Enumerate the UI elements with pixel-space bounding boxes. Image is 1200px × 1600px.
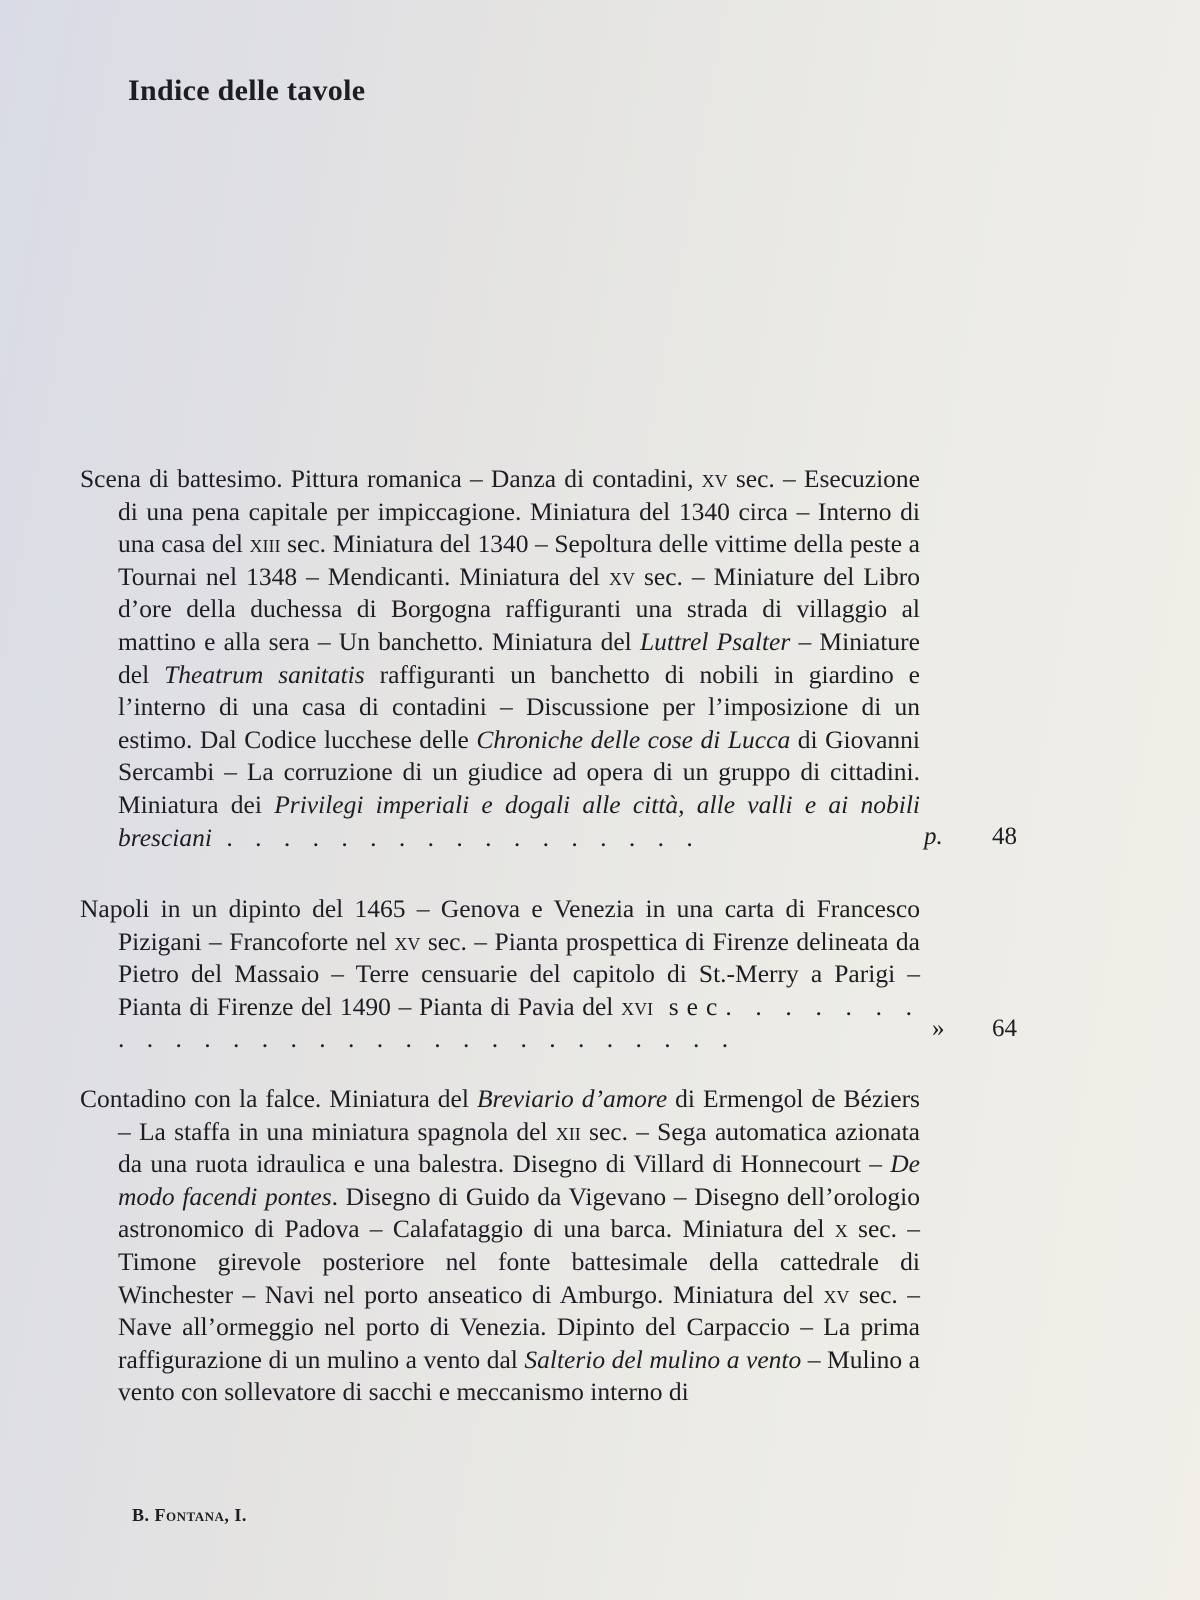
- entry-text: [80, 1083, 920, 1409]
- italic-title-run: Chroniche delle cose di Lucca: [476, 724, 791, 754]
- text-run: xiii: [249, 529, 281, 559]
- text-run: Scena di battesimo. Pittura romanica – Danza di contadini,: [80, 464, 702, 493]
- index-entry: [80, 463, 920, 854]
- text-run: xv: [701, 464, 728, 493]
- dot-leader: . . . . . . . . . . . . . . . . .: [211, 822, 701, 852]
- text-run: raffiguranti un banchetto di nobili in giardino e l’interno di una casa di contadini – Discussione per l’imposizione di un estimo. Dal Codice lucchese delle: [118, 659, 920, 754]
- text-run: sec. – Nave all’ormeggio nel porto di Venezia. Dipinto del Carpaccio – La prima raffigurazione di un mulino a vento dal: [118, 1279, 920, 1374]
- italic-title-run: Salterio del mulino a vento: [524, 1344, 802, 1374]
- text-run: xii: [555, 1116, 581, 1146]
- reference-mark: p.: [924, 823, 943, 850]
- entry-text: [80, 893, 920, 1056]
- italic-title-run: Breviario d’amore: [476, 1084, 668, 1113]
- text-run: . Disegno di Guido da Vigevano – Disegno dell’orologio astronomico di Padova – Calafataggio di una barca. Miniatura del: [118, 1181, 920, 1244]
- text-run: x: [834, 1214, 848, 1244]
- text-run: xv: [394, 926, 421, 956]
- text-run: di Ermengol de Béziers – La staffa in una miniatura spagnola del: [118, 1084, 920, 1146]
- text-run: xvi: [621, 991, 654, 1021]
- text-run: sec. – Esecuzione di una pena capitale per impiccagione. Miniatura del 1340 circa – Interno di una casa del: [118, 464, 920, 559]
- italic-title-run: Privilegi imperiali e dogali alle città, alle valli e ai nobili bresciani: [118, 789, 920, 852]
- page-number: 64: [992, 1015, 1017, 1042]
- italic-title-run: Luttrel Psalter: [639, 626, 791, 656]
- text-run: Napoli in un dipinto del 1465 – Genova e Venezia in una carta di Francesco Pizigani – Francoforte nel: [80, 894, 920, 956]
- text-run: xv: [823, 1279, 850, 1309]
- text-run: – Mulino a vento con sollevatore di sacchi e meccanismo interno di: [118, 1344, 920, 1407]
- entry-text: [80, 463, 920, 854]
- text-run: xv: [609, 561, 635, 591]
- text-run: Contadino con la falce. Miniatura del: [80, 1084, 477, 1113]
- index-entry: [80, 1083, 920, 1409]
- text-run: sec. – Timone girevole posteriore nel fonte battesimale della cattedrale di Winchester – Navi nel porto anseatico di Amburgo. Miniatura del: [118, 1214, 920, 1309]
- index-entry: [80, 893, 920, 1056]
- dot-leader: sec. . . . . . . . . . . . . . . . . . . . . . . . . . . . .: [118, 991, 920, 1054]
- italic-title-run: De modo facendi pontes: [118, 1149, 920, 1211]
- italic-title-run: Theatrum sanitatis: [164, 659, 365, 689]
- page-number: 48: [992, 823, 1017, 850]
- text-run: sec. Miniatura del 1340 – Sepoltura delle vittime della peste a Tournai nel 1348 – Mendicanti. Miniatura del: [118, 529, 920, 591]
- text-run: di Giovanni Sercambi – La corruzione di un giudice ad opera di un gruppo di cittadini. Miniatura dei: [118, 724, 920, 819]
- footer-signature: B. Fontana, I.: [132, 1505, 247, 1525]
- reference-mark: »: [932, 1015, 945, 1042]
- text-run: sec. – Sega automatica azionata da una ruota idraulica e una balestra. Disegno di Villard di Honnecourt –: [118, 1116, 920, 1179]
- page-title: Indice delle tavole: [128, 74, 366, 107]
- text-run: – Miniature del: [118, 626, 920, 689]
- text-run: sec. – Pianta prospettica di Firenze delineata da Pietro del Massaio – Terre censuarie del capitolo di St.-Merry a Parigi – Pianta di Firenze del 1490 – Pianta di Pavia del: [118, 926, 920, 1021]
- text-run: sec. – Miniature del Libro d’ore della duchessa di Borgogna raffiguranti una strada di villaggio al mattino e alla sera – Un banchetto. Miniatura del: [118, 561, 921, 656]
